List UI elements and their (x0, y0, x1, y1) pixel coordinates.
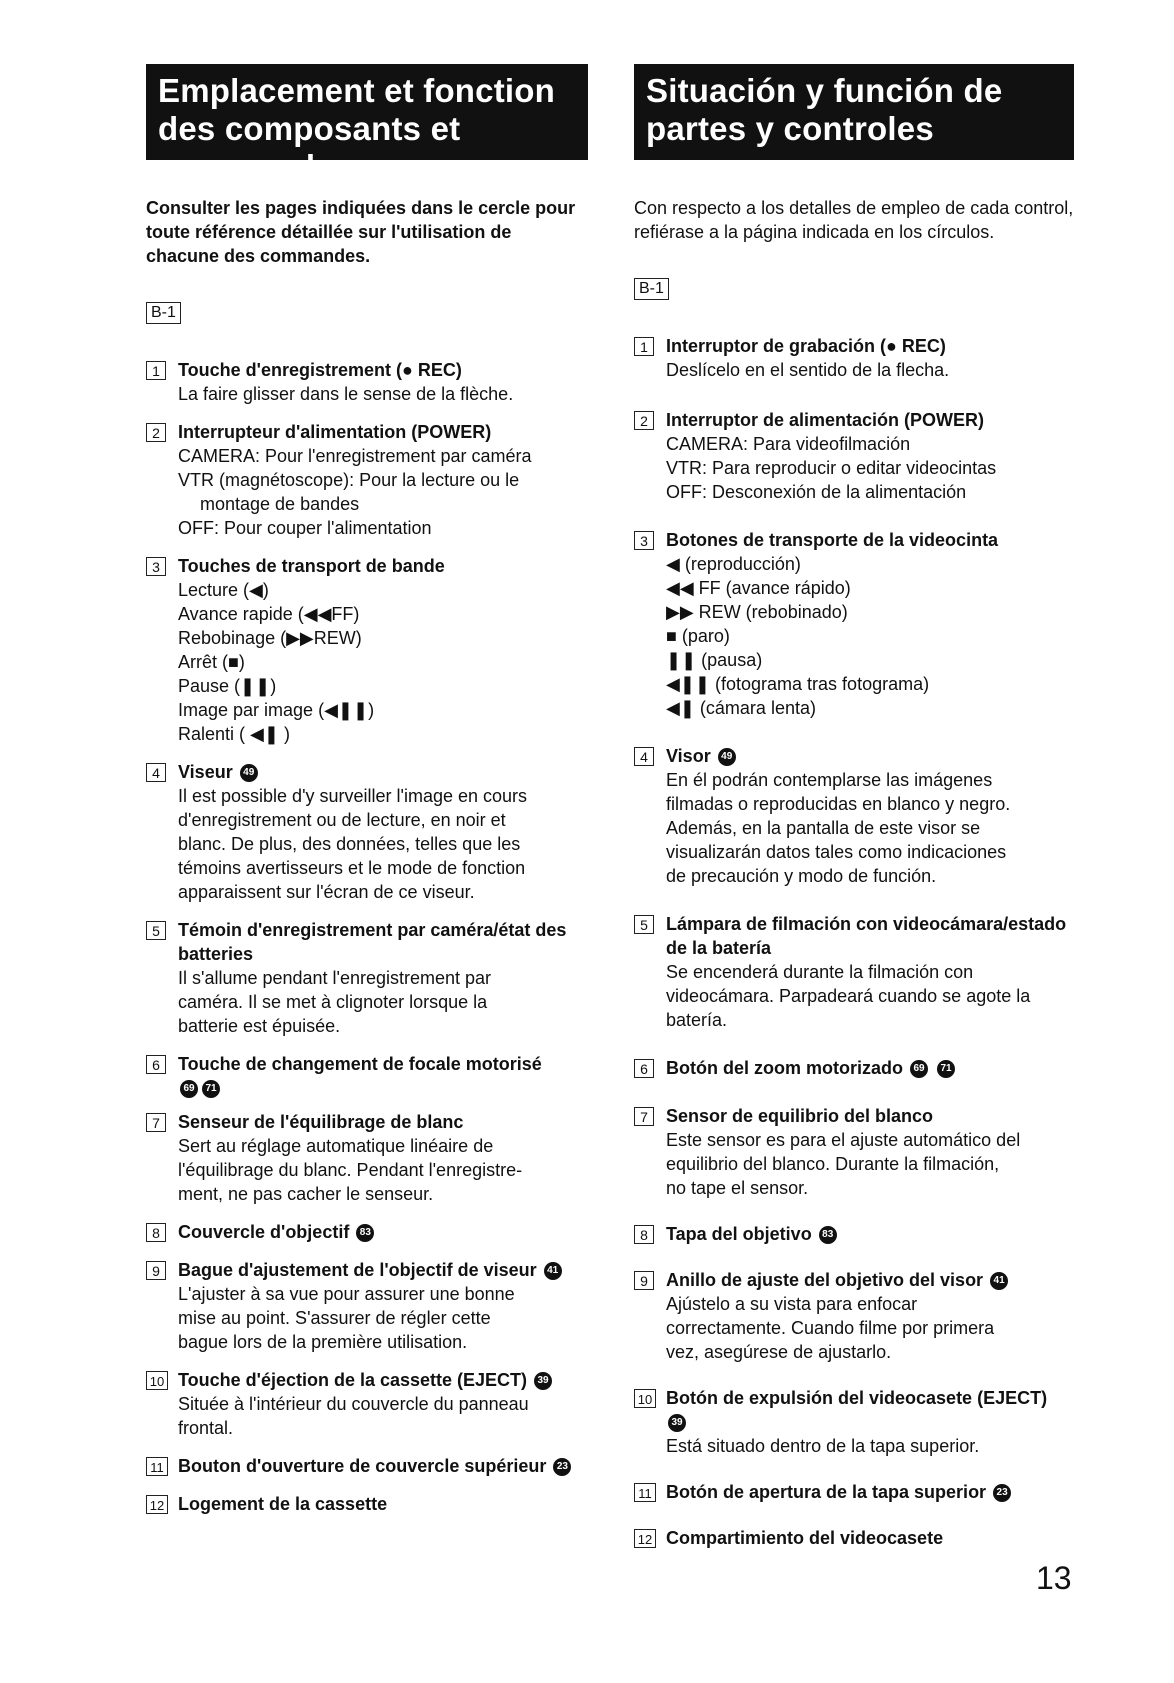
item-number-box: 3 (634, 531, 654, 550)
item-title (178, 760, 586, 784)
page-reference-icon: 49 (718, 748, 736, 766)
list-item (634, 1222, 1074, 1246)
item-title-text: Lámpara de filmación con videocámara/estado de la batería (666, 914, 1067, 958)
item-number-box: 8 (146, 1223, 166, 1242)
item-title (666, 1386, 1074, 1410)
item-title-text: Touche d'enregistrement (● REC) (178, 360, 462, 380)
page-reference-icon: 71 (202, 1080, 220, 1098)
list-item (146, 1110, 586, 1206)
item-number-box: 7 (146, 1113, 166, 1132)
spanish-item-list (634, 334, 1074, 1550)
item-description-line: ◀ (reproducción) (666, 554, 801, 574)
item-description-line: caméra. Il se met à clignoter lorsque la (178, 992, 488, 1012)
item-title-text: Interrupteur d'alimentation (POWER) (178, 422, 492, 442)
item-description-line: ment, ne pas cacher le senseur. (178, 1184, 434, 1204)
page-number: 13 (1036, 1560, 1072, 1596)
list-item (146, 420, 586, 540)
item-number-box: 12 (146, 1495, 168, 1514)
page-reference-icon: 71 (937, 1060, 955, 1078)
item-title-text: Viseur (178, 762, 233, 782)
item-title (666, 1268, 1074, 1292)
page-reference-icon: 83 (819, 1226, 837, 1244)
item-title-text: Tapa del objetivo (666, 1224, 812, 1244)
item-description-line: visualizarán datos tales como indicaciones (666, 842, 1007, 862)
item-title (666, 1104, 1074, 1128)
list-item (146, 358, 586, 406)
page-reference-icon: 39 (534, 1372, 552, 1390)
page-reference-icon: 39 (668, 1414, 686, 1432)
list-item (146, 1220, 586, 1244)
item-description-line: no tape el sensor. (666, 1178, 809, 1198)
list-item (634, 912, 1074, 1032)
item-title-text: Sensor de equilibrio del blanco (666, 1106, 934, 1126)
item-number-box: 10 (146, 1371, 168, 1390)
page-reference-icon: 69 (180, 1080, 198, 1098)
list-item (146, 1052, 586, 1100)
item-description-line: La faire glisser dans le sense de la flèche. (178, 384, 514, 404)
item-description-line: Arrêt (■) (178, 652, 245, 672)
item-description-line: VTR: Para reproducir o editar videocintas (666, 458, 997, 478)
item-description-line: batterie est épuisée. (178, 1016, 341, 1036)
item-description-line: CAMERA: Para videofilmación (666, 434, 911, 454)
item-description-line: correctamente. Cuando filme por primera (666, 1318, 995, 1338)
page-reference-icon: 83 (356, 1224, 374, 1242)
item-number-box: 8 (634, 1225, 654, 1244)
item-description-line: Ralenti ( ◀❚ ) (178, 724, 290, 744)
list-item (634, 528, 1074, 720)
item-description-line: Il s'allume pendant l'enregistrement par (178, 968, 492, 988)
item-description-line: apparaissent sur l'écran de ce viseur. (178, 882, 475, 902)
item-title (666, 528, 1074, 552)
list-item (146, 918, 586, 1038)
item-number-box: 2 (634, 411, 654, 430)
item-title (666, 334, 1074, 358)
item-number-box: 6 (146, 1055, 166, 1074)
item-title-text: Botones de transporte de la videocinta (666, 530, 999, 550)
list-item (634, 1056, 1074, 1080)
item-title (666, 912, 1074, 960)
item-description-line: l'équilibrage du blanc. Pendant l'enregistre- (178, 1160, 523, 1180)
item-description-line: Además, en la pantalla de este visor se (666, 818, 981, 838)
item-title (178, 1368, 586, 1392)
list-item (634, 1526, 1074, 1550)
item-description-line: VTR (magnétoscope): Pour la lecture ou le (178, 470, 520, 490)
item-title-text: Bouton d'ouverture de couvercle supérieur (178, 1456, 547, 1476)
page-reference-icon: 49 (240, 764, 258, 782)
item-description-line: batería. (666, 1010, 728, 1030)
item-description-line: blanc. De plus, des données, telles que les (178, 834, 521, 854)
item-description-line: montage de bandes (200, 494, 360, 514)
item-title (666, 1480, 1074, 1504)
item-title (178, 918, 586, 966)
list-item (146, 1454, 586, 1478)
spanish-figure-label: B-1 (634, 278, 669, 300)
item-number-box: 3 (146, 557, 166, 576)
page-reference-icon: 23 (553, 1458, 571, 1476)
item-description-line: ◀❚ (cámara lenta) (666, 698, 816, 718)
item-number-box: 1 (146, 361, 166, 380)
item-description-line: Avance rapide (◀◀FF) (178, 604, 360, 624)
item-description-line: mise au point. S'assurer de régler cette (178, 1308, 491, 1328)
item-number-box: 6 (634, 1059, 654, 1078)
item-title (178, 1110, 586, 1134)
list-item (634, 1104, 1074, 1200)
item-number-box: 5 (634, 915, 654, 934)
item-title (666, 744, 1074, 768)
item-description-line: OFF: Desconexión de la alimentación (666, 482, 967, 502)
item-description-line: bague lors de la première utilisation. (178, 1332, 468, 1352)
item-description-line: d'enregistrement ou de lecture, en noir et (178, 810, 506, 830)
page-reference-icon: 69 (910, 1060, 928, 1078)
item-description-line: de precaución y modo de función. (666, 866, 937, 886)
item-description-line: CAMERA: Pour l'enregistrement par caméra (178, 446, 532, 466)
list-item (146, 554, 586, 746)
list-item (146, 1258, 586, 1354)
item-description-line: Se encenderá durante la filmación con (666, 962, 974, 982)
item-title-text: Logement de la cassette (178, 1494, 388, 1514)
spanish-intro: Con respecto a los detalles de empleo de cada control, refiérase a la página indicada en los círculos. (634, 198, 1074, 242)
item-title (178, 358, 586, 382)
item-description-line: ◀◀ FF (avance rápido) (666, 578, 851, 598)
item-number-box: 1 (634, 337, 654, 356)
item-description-line: ❚❚ (pausa) (666, 650, 763, 670)
list-item (634, 1480, 1074, 1504)
item-description-line: témoins avertisseurs et le mode de fonction (178, 858, 526, 878)
item-title (178, 554, 586, 578)
item-title (178, 420, 586, 444)
item-description-line: Este sensor es para el ajuste automático del (666, 1130, 1021, 1150)
item-title-text: Senseur de l'équilibrage de blanc (178, 1112, 464, 1132)
item-number-box: 9 (634, 1271, 654, 1290)
item-number-box: 4 (146, 763, 166, 782)
item-number-box: 11 (634, 1483, 656, 1502)
item-title-text: Interruptor de grabación (● REC) (666, 336, 946, 356)
list-item (634, 744, 1074, 888)
french-intro: Consulter les pages indiquées dans le cercle pour toute référence détaillée sur l'utilisation de chacune des commandes. (146, 198, 576, 266)
item-description-line: frontal. (178, 1418, 234, 1438)
item-description-line: Située à l'intérieur du couvercle du panneau (178, 1394, 529, 1414)
item-title (666, 408, 1074, 432)
page-reference-icon: 23 (993, 1484, 1011, 1502)
item-description-line: vez, asegúrese de ajustarlo. (666, 1342, 892, 1362)
item-number-box: 12 (634, 1529, 656, 1548)
item-title (666, 1056, 1074, 1080)
item-description-line: Deslícelo en el sentido de la flecha. (666, 360, 950, 380)
item-number-box: 10 (634, 1389, 656, 1408)
item-title (178, 1492, 586, 1516)
page-reference-icon: 41 (544, 1262, 562, 1280)
item-description-line: ◀❚❚ (fotograma tras fotograma) (666, 674, 930, 694)
list-item (146, 760, 586, 904)
french-figure-label: B-1 (146, 302, 181, 324)
item-description-line: filmadas o reproducidas en blanco y negro. (666, 794, 1011, 814)
list-item (634, 1386, 1074, 1458)
page-reference-line (666, 1410, 1074, 1434)
item-title (178, 1258, 586, 1282)
item-description-line: En él podrán contemplarse las imágenes (666, 770, 993, 790)
list-item (634, 408, 1074, 504)
item-number-box: 5 (146, 921, 166, 940)
item-description-line: Lecture (◀) (178, 580, 269, 600)
list-item (634, 1268, 1074, 1364)
item-title-text: Bague d'ajustement de l'objectif de viseur (178, 1260, 537, 1280)
item-title (178, 1220, 586, 1244)
item-description-line: L'ajuster à sa vue pour assurer une bonne (178, 1284, 515, 1304)
list-item (634, 334, 1074, 382)
french-item-list (146, 358, 586, 1516)
item-description-line: ▶▶ REW (rebobinado) (666, 602, 848, 622)
item-title-text: Témoin d'enregistrement par caméra/état des batteries (178, 920, 567, 964)
item-title (666, 1222, 1074, 1246)
item-title-text: Compartimiento del videocasete (666, 1528, 944, 1548)
list-item (146, 1368, 586, 1440)
spanish-section-header: Situación y función de partes y controles (634, 64, 1074, 160)
item-title (178, 1052, 586, 1076)
list-item (146, 1492, 586, 1516)
item-number-box: 4 (634, 747, 654, 766)
item-number-box: 9 (146, 1261, 166, 1280)
item-title-text: Touches de transport de bande (178, 556, 445, 576)
spanish-column (634, 64, 1074, 1550)
item-description-line: ■ (paro) (666, 626, 730, 646)
item-title-text: Botón del zoom motorizado (666, 1058, 903, 1078)
item-title-text: Touche d'éjection de la cassette (EJECT) (178, 1370, 528, 1390)
french-column (146, 64, 586, 1516)
item-description-line: Sert au réglage automatique linéaire de (178, 1136, 494, 1156)
item-description-line: equilibrio del blanco. Durante la filmación, (666, 1154, 1000, 1174)
item-title (178, 1454, 586, 1478)
item-number-box: 7 (634, 1107, 654, 1126)
item-description-line: Il est possible d'y surveiller l'image en cours (178, 786, 528, 806)
item-description-line: OFF: Pour couper l'alimentation (178, 518, 432, 538)
item-description-line: videocámara. Parpadeará cuando se agote la (666, 986, 1031, 1006)
item-title-text: Couvercle d'objectif (178, 1222, 350, 1242)
item-description-line: Está situado dentro de la tapa superior. (666, 1436, 980, 1456)
page-reference-icon: 41 (990, 1272, 1008, 1290)
item-title-text: Touche de changement de focale motorisé (178, 1054, 542, 1074)
item-number-box: 11 (146, 1457, 168, 1476)
item-description-line: Pause (❚❚) (178, 676, 277, 696)
item-title-text: Interruptor de alimentación (POWER) (666, 410, 985, 430)
item-number-box: 2 (146, 423, 166, 442)
item-title-text: Visor (666, 746, 711, 766)
french-section-header: Emplacement et fonction des composants et commandes (146, 64, 588, 160)
item-title-text: Botón de apertura de la tapa superior (666, 1482, 987, 1502)
item-description-line: Ajústelo a su vista para enfocar (666, 1294, 918, 1314)
item-title-text: Botón de expulsión del videocasete (EJECT) (666, 1388, 1048, 1408)
item-title-text: Anillo de ajuste del objetivo del visor (666, 1270, 984, 1290)
item-title (666, 1526, 1074, 1550)
item-description-line: Image par image (◀❚❚) (178, 700, 375, 720)
item-description-line: Rebobinage (▶▶REW) (178, 628, 362, 648)
page-reference-line (178, 1076, 586, 1100)
